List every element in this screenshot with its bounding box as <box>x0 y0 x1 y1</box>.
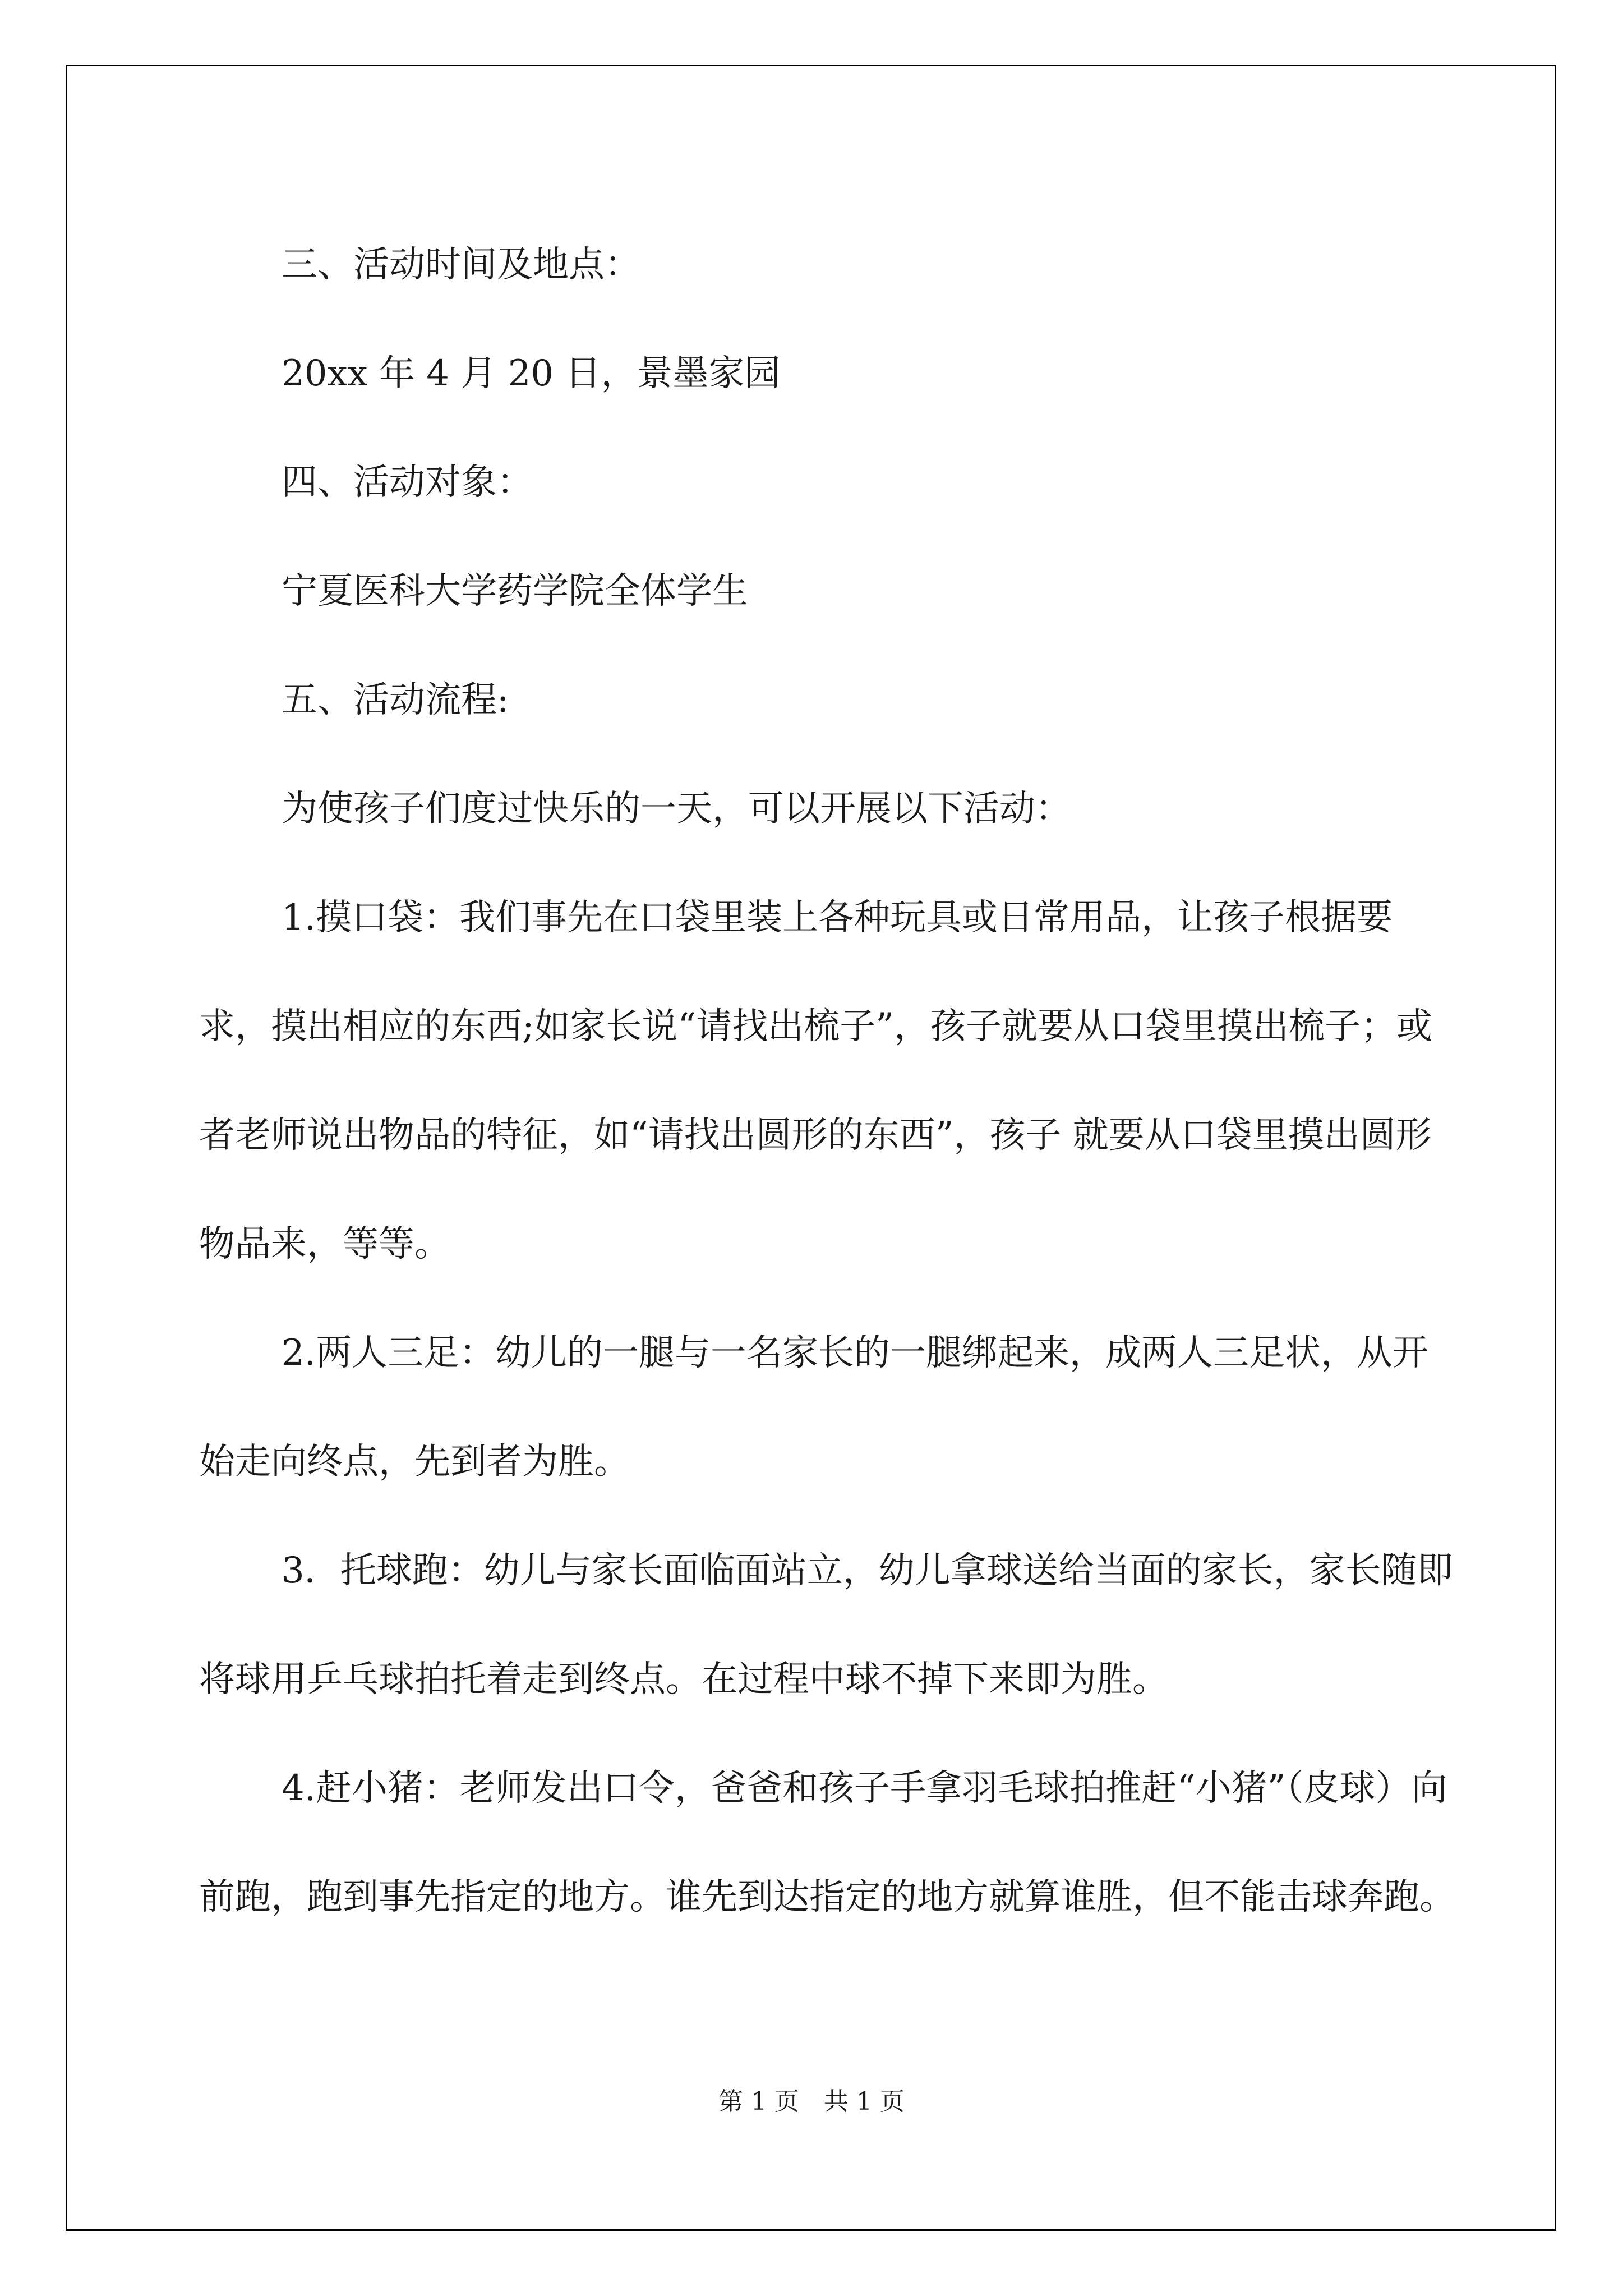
paragraph-activity-3: 3．托球跑：幼儿与家长面临面站立，幼儿拿球送给当面的家长，家长随即将球用乒乓球拍托着走到终点。在过程中球不掉下来即为胜。 <box>199 1550 1453 1700</box>
paragraph-activity-1: 1.摸口袋：我们事先在口袋里装上各种玩具或日常用品，让孩子根据要求，摸出相应的东西;如家长说“请找出梳子”，孩子就要从口袋里摸出梳子；或者老师说出物品的特征，如“请找出圆形的东西”，孩子 就要从口袋里摸出圆形物品来，等等。 <box>199 897 1432 1265</box>
paragraph-section-4-heading: 四、活动对象： <box>282 462 533 503</box>
paragraph-section-5-heading: 五、活动流程: <box>282 679 509 721</box>
page-footer: 第 1 页 共 1 页 <box>718 2087 905 2116</box>
paragraph-activity-4: 4.赶小猪：老师发出口令，爸爸和孩子手拿羽毛球拍推赶“小猪”（皮球）向前跑，跑到事先指定的地方。谁先到达指定的地方就算谁胜，但不能击球奔跑。 <box>199 1768 1455 1918</box>
document-body <box>199 210 1461 1952</box>
paragraph-activity-2: 2.两人三足：幼儿的一腿与一名家长的一腿绑起来，成两人三足状，从开始走向终点，先到者为胜。 <box>199 1332 1429 1483</box>
paragraph-date-location: 20xx 年 4 月 20 日，景墨家园 <box>282 353 781 394</box>
paragraph-intro: 为使孩子们度过快乐的一天，可以开展以下活动： <box>282 788 1071 830</box>
paragraph-audience: 宁夏医科大学药学院全体学生 <box>282 570 748 612</box>
paragraph-section-3-heading: 三、活动时间及地点： <box>282 244 640 286</box>
